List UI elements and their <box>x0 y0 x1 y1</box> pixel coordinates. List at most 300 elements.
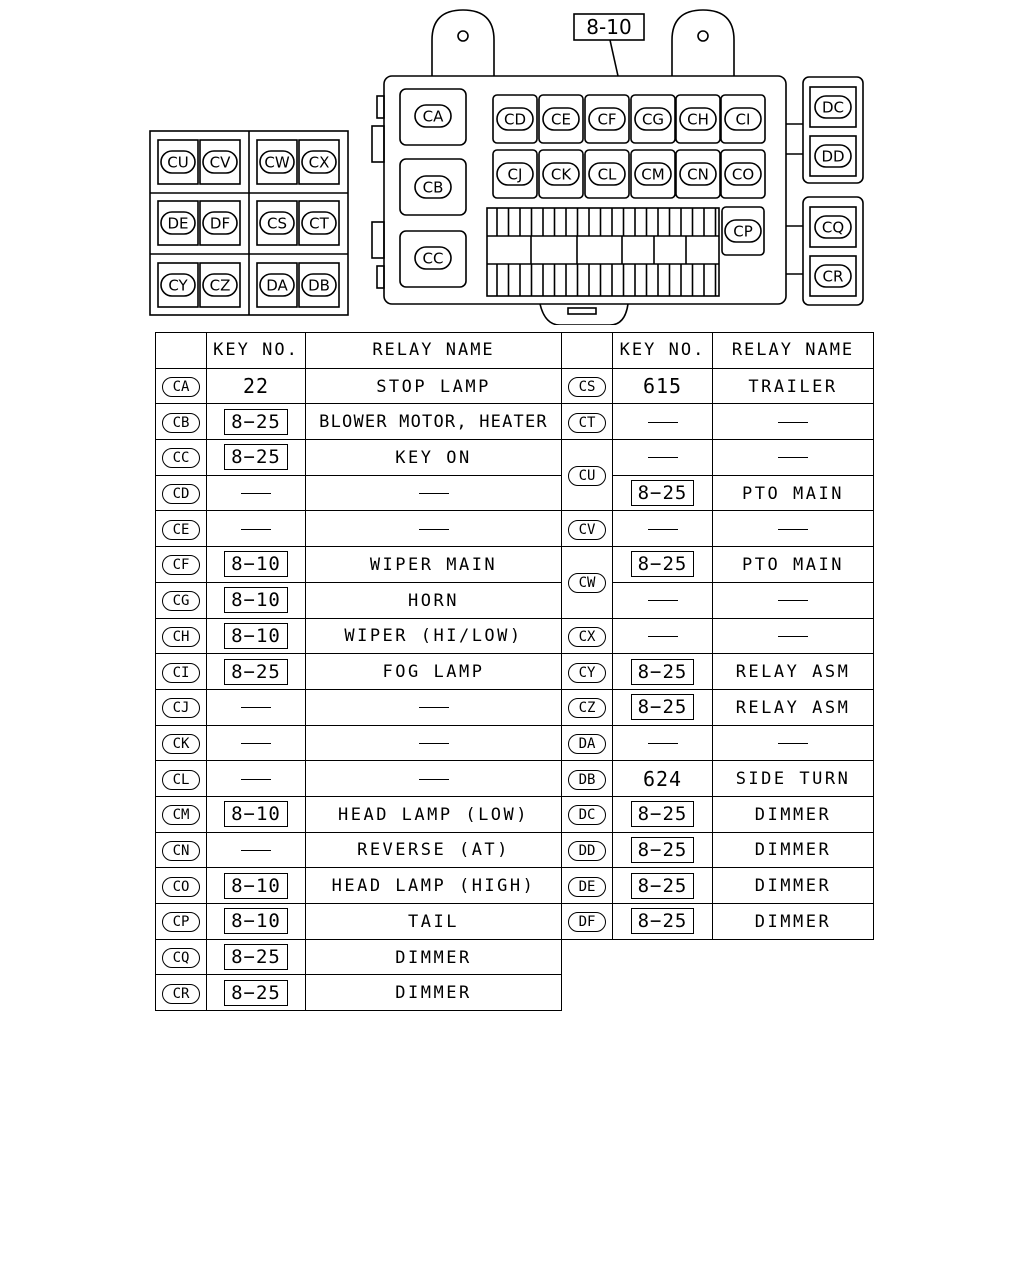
svg-text:CC: CC <box>422 249 444 268</box>
key-no-value: 8−25 <box>631 659 695 685</box>
relay-name-dash <box>419 779 449 780</box>
table-row <box>156 904 562 940</box>
relay-name-cell <box>306 475 562 511</box>
table-row <box>156 975 562 1011</box>
relay-name-cell <box>713 868 874 904</box>
relay-name-value: DIMMER <box>754 840 832 861</box>
table-row <box>562 654 874 690</box>
key-no-value: 8−10 <box>224 623 288 649</box>
table-row <box>562 440 874 476</box>
key-no-value: 8−25 <box>224 944 288 970</box>
svg-text:CN: CN <box>687 165 709 184</box>
key-no-dash <box>648 600 678 601</box>
relay-name-value: KEY ON <box>395 447 472 468</box>
key-no-dash <box>241 707 271 708</box>
key-no-cell <box>613 689 713 725</box>
relay-name-cell <box>306 761 562 797</box>
svg-text:CJ: CJ <box>507 165 523 184</box>
header-code <box>562 333 613 369</box>
relay-label-cs <box>260 212 294 234</box>
key-no-cell <box>207 761 306 797</box>
key-no-cell <box>207 725 306 761</box>
svg-text:CU: CU <box>167 153 189 172</box>
key-no-cell <box>207 618 306 654</box>
relay-label-cr <box>815 265 851 287</box>
key-no-cell <box>207 404 306 440</box>
key-no-value: 8−25 <box>631 873 695 899</box>
key-no-value: 8−25 <box>631 801 695 827</box>
relay-table-left <box>155 332 562 1011</box>
relay-label-dd <box>815 145 851 167</box>
table-row <box>562 904 874 940</box>
relay-name-value: SIDE TURN <box>735 769 851 790</box>
relay-code-badge: CE <box>162 520 200 540</box>
relay-name-value: HORN <box>408 590 459 611</box>
svg-text:DA: DA <box>266 276 288 295</box>
key-no-cell <box>207 511 306 547</box>
relay-label-dc <box>815 96 851 118</box>
relay-code-badge: CS <box>568 377 606 397</box>
svg-text:CP: CP <box>733 222 753 241</box>
key-no-cell <box>613 796 713 832</box>
relay-label-cv <box>203 151 237 173</box>
relay-code-badge: CY <box>568 663 606 683</box>
svg-text:CF: CF <box>597 110 617 129</box>
code-cell <box>156 654 207 690</box>
header-key-no: KEY NO. <box>207 333 306 369</box>
relay-name-dash <box>778 636 808 637</box>
key-no-cell <box>207 832 306 868</box>
table-row <box>562 796 874 832</box>
relay-label-cj <box>497 163 533 185</box>
relay-name-dash <box>419 529 449 530</box>
relay-code-badge: CW <box>568 573 606 593</box>
code-cell <box>562 796 613 832</box>
relay-code-badge: CP <box>162 912 200 932</box>
relay-code-badge: CB <box>162 413 200 433</box>
relay-name-cell <box>306 832 562 868</box>
key-no-value: 8−25 <box>224 980 288 1006</box>
header-relay-name: RELAY NAME <box>713 333 874 369</box>
table-row <box>562 689 874 725</box>
key-no-value: 8−25 <box>631 837 695 863</box>
key-no-value: 8−25 <box>631 551 695 577</box>
key-no-value: 8−10 <box>224 551 288 577</box>
relay-label-ca <box>415 105 451 127</box>
relay-name-value: DIMMER <box>395 947 472 968</box>
code-cell <box>156 475 207 511</box>
relay-label-co <box>725 163 761 185</box>
relay-name-value: BLOWER MOTOR, HEATER <box>319 412 548 433</box>
table-row <box>562 761 874 797</box>
relay-code-badge: DC <box>568 805 606 825</box>
relay-label-ct <box>302 212 336 234</box>
svg-text:CM: CM <box>641 165 665 184</box>
relay-name-value: TRAILER <box>748 376 838 397</box>
diagram-ref-box: 8-10 <box>586 15 632 39</box>
code-cell <box>156 618 207 654</box>
key-no-cell <box>613 368 713 404</box>
relay-name-cell <box>306 868 562 904</box>
svg-text:CI: CI <box>735 110 751 129</box>
relay-code-badge: CX <box>568 627 606 647</box>
key-no-value: 8−10 <box>224 908 288 934</box>
code-cell <box>156 511 207 547</box>
key-no-value: 8−25 <box>631 480 695 506</box>
relay-label-df <box>203 212 237 234</box>
key-no-dash <box>241 850 271 851</box>
key-no-dash <box>648 529 678 530</box>
relay-name-dash <box>778 422 808 423</box>
svg-text:DB: DB <box>308 276 330 295</box>
relay-name-dash <box>778 457 808 458</box>
relay-name-dash <box>419 743 449 744</box>
relay-name-cell <box>306 654 562 690</box>
relay-code-badge: CD <box>162 484 200 504</box>
relay-code-badge: CH <box>162 627 200 647</box>
table-row <box>156 796 562 832</box>
relay-code-badge: DB <box>568 770 606 790</box>
relay-name-cell <box>306 440 562 476</box>
relay-name-value: DIMMER <box>754 911 832 932</box>
header-key-no: KEY NO. <box>613 333 713 369</box>
svg-text:CZ: CZ <box>209 276 231 295</box>
relay-label-cd <box>497 108 533 130</box>
svg-text:CL: CL <box>597 165 617 184</box>
relay-name-cell <box>306 975 562 1011</box>
svg-text:CO: CO <box>731 165 755 184</box>
table-header-row <box>562 333 874 369</box>
relay-label-ch <box>680 108 716 130</box>
table-row <box>156 761 562 797</box>
key-no-cell <box>613 511 713 547</box>
relay-name-value: PTO MAIN <box>742 483 844 504</box>
relay-name-dash <box>778 743 808 744</box>
table-row <box>156 511 562 547</box>
key-no-dash <box>648 743 678 744</box>
relay-name-cell <box>306 582 562 618</box>
svg-text:DD: DD <box>821 147 845 166</box>
table-row <box>562 868 874 904</box>
key-no-cell <box>207 582 306 618</box>
table-row <box>562 368 874 404</box>
relay-code-badge: DE <box>568 877 606 897</box>
relay-box-diagram <box>0 0 1024 325</box>
relay-name-cell <box>306 547 562 583</box>
relay-label-da <box>260 274 294 296</box>
table-row <box>562 725 874 761</box>
code-cell <box>156 939 207 975</box>
relay-label-cl <box>589 163 625 185</box>
table-row <box>156 368 562 404</box>
relay-name-dash <box>778 529 808 530</box>
key-no-value: 8−25 <box>224 444 288 470</box>
key-no-cell <box>613 832 713 868</box>
table-row <box>156 582 562 618</box>
svg-text:CQ: CQ <box>821 218 845 237</box>
key-no-cell <box>207 904 306 940</box>
relay-name-dash <box>778 600 808 601</box>
relay-name-value: FOG LAMP <box>382 662 485 683</box>
relay-name-value: WIPER (HI/LOW) <box>344 626 523 647</box>
table-row <box>156 689 562 725</box>
table-row <box>156 547 562 583</box>
key-no-value: 8−10 <box>224 801 288 827</box>
code-cell <box>562 761 613 797</box>
key-no-cell <box>207 475 306 511</box>
relay-name-value: PTO MAIN <box>742 554 844 575</box>
relay-name-value: RELAY ASM <box>735 697 851 718</box>
header-code <box>156 333 207 369</box>
relay-name-dash <box>419 493 449 494</box>
code-cell <box>156 904 207 940</box>
relay-label-ce <box>543 108 579 130</box>
relay-code-badge: CT <box>568 413 606 433</box>
code-cell <box>562 511 613 547</box>
relay-label-cm <box>635 163 671 185</box>
relay-table-right <box>561 332 874 940</box>
relay-code-badge: CL <box>162 770 200 790</box>
code-cell <box>562 725 613 761</box>
relay-name-value: HEAD LAMP (LOW) <box>337 804 530 825</box>
relay-name-cell <box>306 904 562 940</box>
relay-code-badge: CM <box>162 805 200 825</box>
relay-label-cp <box>725 220 761 242</box>
relay-name-cell <box>713 618 874 654</box>
svg-text:CR: CR <box>822 267 844 286</box>
code-cell <box>156 832 207 868</box>
key-no-cell <box>613 618 713 654</box>
relay-name-cell <box>713 796 874 832</box>
relay-name-cell <box>306 511 562 547</box>
key-no-value: 8−25 <box>224 409 288 435</box>
key-no-cell <box>207 689 306 725</box>
key-no-value: 22 <box>242 374 270 399</box>
key-no-cell <box>613 654 713 690</box>
relay-name-cell <box>306 618 562 654</box>
relay-name-cell <box>306 939 562 975</box>
key-no-cell <box>613 761 713 797</box>
code-cell <box>156 582 207 618</box>
code-cell <box>562 868 613 904</box>
table-row <box>562 618 874 654</box>
table-row <box>156 440 562 476</box>
key-no-cell <box>613 547 713 583</box>
relay-code-badge: CQ <box>162 948 200 968</box>
header-relay-name: RELAY NAME <box>306 333 562 369</box>
key-no-value: 8−10 <box>224 587 288 613</box>
code-cell <box>156 440 207 476</box>
svg-text:CH: CH <box>687 110 709 129</box>
svg-text:CD: CD <box>503 110 527 129</box>
key-no-dash <box>241 779 271 780</box>
key-no-dash <box>648 636 678 637</box>
relay-name-cell <box>713 904 874 940</box>
svg-text:CK: CK <box>550 165 572 184</box>
relay-label-ck <box>543 163 579 185</box>
code-cell <box>562 689 613 725</box>
relay-name-value: HEAD LAMP (HIGH) <box>331 876 536 897</box>
relay-code-badge: CU <box>568 466 606 486</box>
svg-text:CV: CV <box>209 153 231 172</box>
key-no-cell <box>207 654 306 690</box>
key-no-cell <box>207 975 306 1011</box>
table-row <box>156 939 562 975</box>
relay-name-cell <box>713 761 874 797</box>
relay-name-value: DIMMER <box>754 876 832 897</box>
relay-name-cell <box>713 440 874 476</box>
svg-text:DE: DE <box>167 214 189 233</box>
relay-label-cb <box>415 176 451 198</box>
svg-text:CE: CE <box>551 110 571 129</box>
table-row <box>156 475 562 511</box>
svg-text:DC: DC <box>821 98 845 117</box>
relay-name-cell <box>713 368 874 404</box>
key-no-value: 8−25 <box>224 659 288 685</box>
relay-name-value: REVERSE (AT) <box>357 840 510 861</box>
key-no-cell <box>613 440 713 476</box>
relay-label-cu <box>161 151 195 173</box>
relay-label-cw <box>260 151 294 173</box>
code-cell <box>562 368 613 404</box>
code-cell <box>156 404 207 440</box>
relay-name-cell <box>713 832 874 868</box>
key-no-cell <box>613 582 713 618</box>
key-no-value: 615 <box>642 374 683 399</box>
relay-name-value: DIMMER <box>395 983 472 1004</box>
code-cell <box>156 547 207 583</box>
svg-text:CT: CT <box>309 214 329 233</box>
relay-label-cn <box>680 163 716 185</box>
table-row <box>562 832 874 868</box>
relay-name-value: STOP LAMP <box>376 376 491 397</box>
relay-code-badge: DD <box>568 841 606 861</box>
key-no-value: 624 <box>642 766 683 791</box>
code-cell <box>562 618 613 654</box>
relay-name-value: TAIL <box>408 911 459 932</box>
key-no-cell <box>613 725 713 761</box>
code-cell <box>156 975 207 1011</box>
code-cell <box>562 832 613 868</box>
relay-name-dash <box>419 707 449 708</box>
key-no-value: 8−25 <box>631 908 695 934</box>
relay-code-badge: CG <box>162 591 200 611</box>
relay-name-cell <box>713 582 874 618</box>
svg-text:CS: CS <box>267 214 287 233</box>
code-cell <box>156 761 207 797</box>
table-row <box>156 654 562 690</box>
relay-label-cc <box>415 247 451 269</box>
relay-label-cf <box>589 108 625 130</box>
key-no-cell <box>207 440 306 476</box>
relay-name-cell <box>306 368 562 404</box>
svg-text:CX: CX <box>308 153 330 172</box>
table-row <box>156 725 562 761</box>
code-cell <box>156 796 207 832</box>
relay-label-cg <box>635 108 671 130</box>
code-cell <box>156 868 207 904</box>
table-row <box>156 832 562 868</box>
relay-code-badge: CC <box>162 448 200 468</box>
svg-text:CA: CA <box>422 107 444 126</box>
code-cell <box>156 725 207 761</box>
relay-code-badge: CN <box>162 841 200 861</box>
table-row <box>562 404 874 440</box>
relay-code-badge: DA <box>568 734 606 754</box>
key-no-cell <box>613 904 713 940</box>
relay-code-badge: CV <box>568 520 606 540</box>
relay-name-cell <box>713 475 874 511</box>
key-no-value: 8−10 <box>224 873 288 899</box>
code-cell <box>562 904 613 940</box>
key-no-cell <box>207 368 306 404</box>
key-no-value: 8−25 <box>631 694 695 720</box>
relay-code-badge: CA <box>162 377 200 397</box>
key-no-cell <box>207 547 306 583</box>
svg-text:DF: DF <box>209 214 231 233</box>
relay-name-cell <box>713 654 874 690</box>
relay-name-cell <box>306 725 562 761</box>
key-no-cell <box>207 868 306 904</box>
table-row <box>156 868 562 904</box>
relay-code-badge: CJ <box>162 698 200 718</box>
relay-label-cy <box>161 274 195 296</box>
relay-name-cell <box>713 725 874 761</box>
relay-code-badge: CZ <box>568 698 606 718</box>
key-no-cell <box>207 939 306 975</box>
table-header-row <box>156 333 562 369</box>
svg-text:CY: CY <box>168 276 188 295</box>
key-no-cell <box>613 404 713 440</box>
key-no-dash <box>648 422 678 423</box>
relay-code-badge: CO <box>162 877 200 897</box>
key-no-dash <box>241 743 271 744</box>
code-cell <box>562 547 613 618</box>
key-no-dash <box>241 529 271 530</box>
code-cell <box>156 689 207 725</box>
svg-text:CW: CW <box>264 153 290 172</box>
relay-name-cell <box>713 689 874 725</box>
relay-name-cell <box>306 689 562 725</box>
relay-code-badge: CF <box>162 555 200 575</box>
table-row <box>156 404 562 440</box>
relay-code-badge: CR <box>162 984 200 1004</box>
code-cell <box>562 440 613 511</box>
relay-label-cx <box>302 151 336 173</box>
key-no-cell <box>613 475 713 511</box>
key-no-dash <box>648 457 678 458</box>
relay-name-cell <box>713 404 874 440</box>
relay-name-value: DIMMER <box>754 804 832 825</box>
table-row <box>562 547 874 583</box>
relay-label-cq <box>815 216 851 238</box>
svg-text:CB: CB <box>422 178 444 197</box>
relay-label-cz <box>203 274 237 296</box>
key-no-cell <box>613 868 713 904</box>
relay-name-cell <box>306 796 562 832</box>
relay-code-badge: DF <box>568 912 606 932</box>
relay-label-ci <box>725 108 761 130</box>
key-no-dash <box>241 493 271 494</box>
relay-name-cell <box>306 404 562 440</box>
code-cell <box>562 404 613 440</box>
relay-code-badge: CI <box>162 663 200 683</box>
table-row <box>562 511 874 547</box>
svg-text:CG: CG <box>641 110 665 129</box>
key-no-cell <box>207 796 306 832</box>
relay-label-db <box>302 274 336 296</box>
relay-name-cell <box>713 511 874 547</box>
